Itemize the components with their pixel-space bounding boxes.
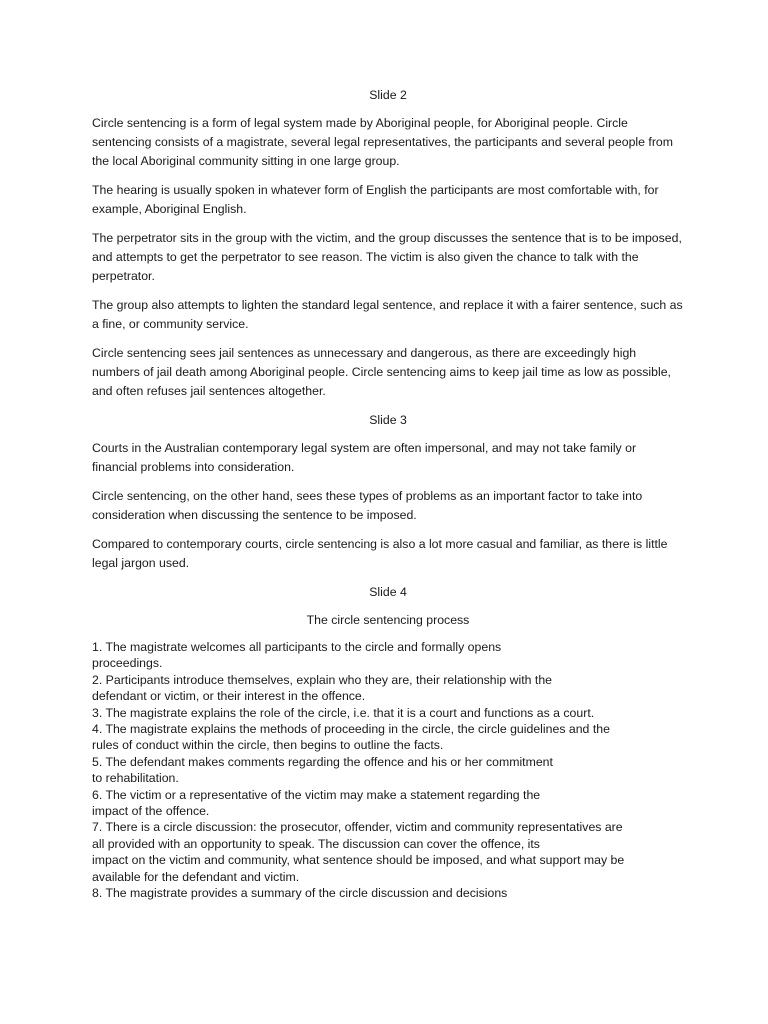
slide-2-paragraph-3: The perpetrator sits in the group with the victim, and the group discusses the sentence that is to be imposed, and attempts to get the perpetrator to see reason. The victim is also given the chance to talk with the perpetrator. [92,231,682,283]
process-title: The circle sentencing process [306,613,470,627]
slide-2-paragraph-1: Circle sentencing is a form of legal system made by Aboriginal people, for Aboriginal people. Circle sentencing consists of a magistrate, several legal representatives, the participants and several people from the local Aboriginal community sitting in one large group. [92,116,673,168]
process-step-8: 8. The magistrate provides a summary of the circle discussion and decisions [92,886,508,901]
slide-3-paragraph-3: Compared to contemporary courts, circle sentencing is also a lot more casual and familiar, as there is little legal jargon used. [92,537,668,570]
process-steps-list [92,639,684,902]
slide-4-heading: Slide 4 [369,585,407,599]
document-page [92,86,684,902]
slide-2-heading: Slide 2 [369,88,407,102]
process-step-4: 4. The magistrate explains the methods of proceeding in the circle, the circle guidelines and the rules of conduct within the circle, then begins to outline the facts. [92,722,610,753]
slide-3-paragraph-1: Courts in the Australian contemporary legal system are often impersonal, and may not take family or financial problems into consideration. [92,441,637,474]
slide-3-paragraph-2: Circle sentencing, on the other hand, sees these types of problems as an important factor to take into consideration when discussing the sentence to be imposed. [92,489,643,522]
process-step-5: 5. The defendant makes comments regarding the offence and his or her commitment to rehabilitation. [92,754,553,786]
slide-2-paragraph-5: Circle sentencing sees jail sentences as unnecessary and dangerous, as there are exceedingly high numbers of jail death among Aboriginal people. Circle sentencing aims to keep jail time as low as possible, and often refuses jail sentences altogether. [92,346,671,398]
process-step-6: 6. The victim or a representative of the victim may make a statement regarding the impact of the offence. [92,787,541,819]
slide-2-paragraph-2: The hearing is usually spoken in whatever form of English the participants are most comfortable with, for example, Aboriginal English. [92,183,659,216]
process-step-2: 2. Participants introduce themselves, explain who they are, their relationship with the defendant or victim, or their interest in the offence. [92,672,553,704]
process-step-3: 3. The magistrate explains the role of the circle, i.e. that it is a court and functions as a court. [92,705,595,720]
slide-2-paragraph-4: The group also attempts to lighten the standard legal sentence, and replace it with a fairer sentence, such as a fine, or community service. [92,298,683,331]
slide-3-heading: Slide 3 [369,413,407,427]
process-step-7: 7. There is a circle discussion: the prosecutor, offender, victim and community representatives are all provided with an opportunity to speak. The discussion can cover the offence, its impact on the victim and community, what sentence should be imposed, and what support may be available for the defendant and victim. [92,820,625,884]
process-step-1: 1. The magistrate welcomes all participants to the circle and formally opens proceedings. [92,640,502,671]
